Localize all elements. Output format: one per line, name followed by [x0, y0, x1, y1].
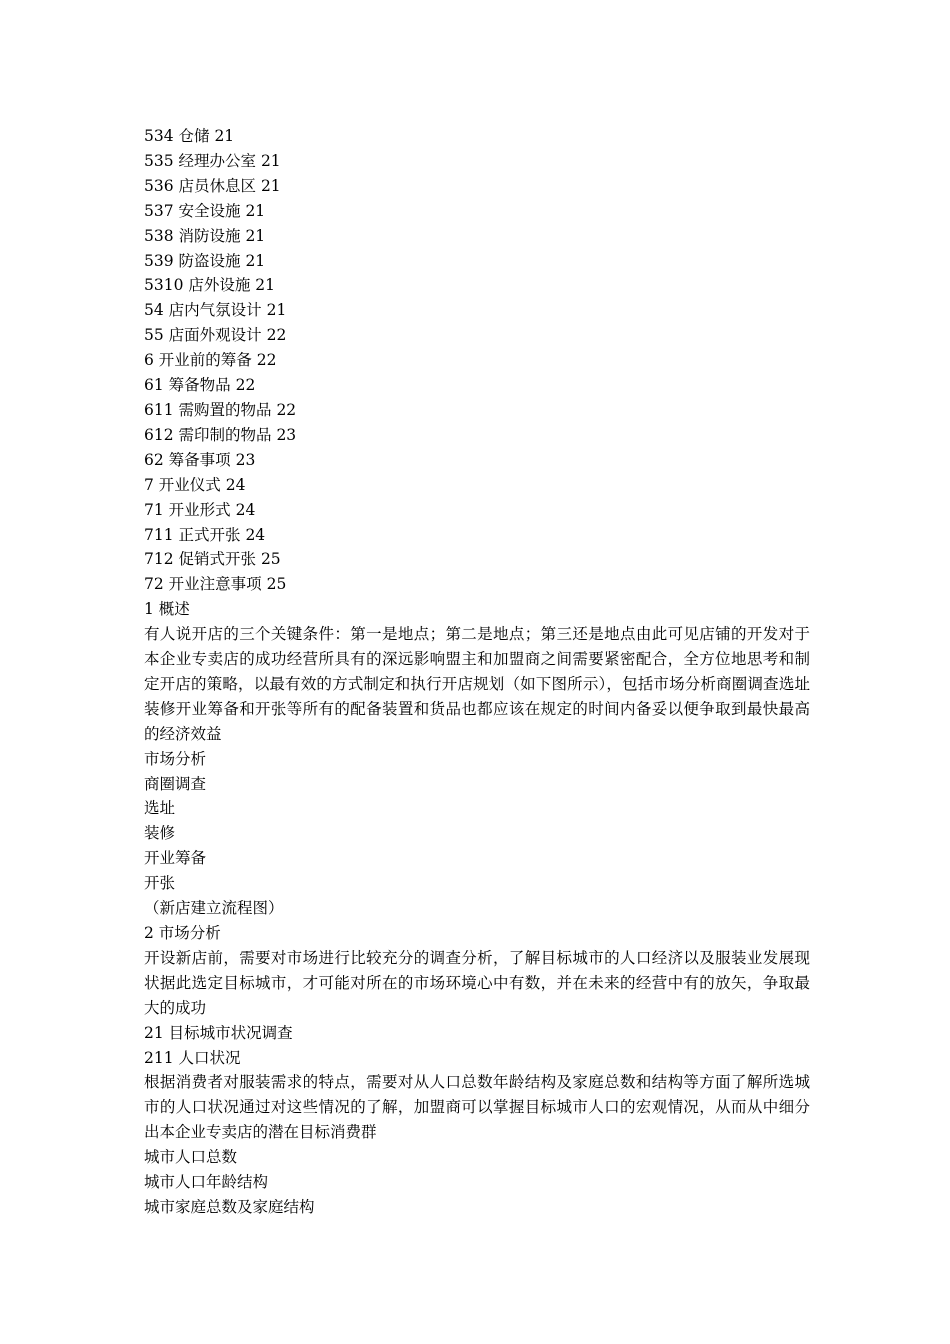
toc-entry: 61 筹备物品 22: [144, 376, 256, 395]
toc-entry: 711 正式开张 24: [144, 525, 266, 544]
population-item-list: [144, 1145, 810, 1220]
flow-caption: （新店建立流程图）: [144, 899, 284, 918]
toc-entry: 538 消防设施 21: [144, 226, 266, 245]
toc-entry: 611 需购置的物品 22: [144, 400, 297, 419]
toc-entry: 54 店内气氛设计 21: [144, 301, 287, 320]
toc-entry: 536 店员休息区 21: [144, 176, 281, 195]
subsection-heading: 21 目标城市状况调查: [144, 1023, 293, 1042]
toc-entry: 537 安全设施 21: [144, 201, 266, 220]
list-item: 城市家庭总数及家庭结构: [144, 1197, 315, 1216]
subsubsection-heading: 211 人口状况: [144, 1048, 241, 1067]
toc-entry: 539 防盗设施 21: [144, 251, 266, 270]
section-heading: 2 市场分析: [144, 924, 221, 942]
section-heading: 1 概述: [144, 600, 190, 619]
toc-entry: 6 开业前的筹备 22: [144, 351, 277, 370]
toc-entry: 712 促销式开张 25: [144, 550, 281, 569]
flow-step: 选址: [144, 799, 176, 818]
toc-entry: 72 开业注意事项 25: [144, 575, 287, 594]
toc-entry: 7 开业仪式 24: [144, 475, 246, 494]
table-of-contents: [144, 124, 810, 597]
toc-entry: 612 需印制的物品 23: [144, 425, 297, 444]
flow-step: 开张: [144, 874, 176, 893]
list-item: 城市人口总数: [144, 1148, 238, 1167]
document-body: [144, 124, 810, 1220]
flow-step: 装修: [144, 824, 176, 843]
flow-step-list: [144, 747, 810, 896]
subsection-paragraph: 根据消费者对服装需求的特点，需要对从人口总数年龄结构及家庭总数和结构等方面了解所选城市的人口状况通过对这些情况的了解，加盟商可以掌握目标城市人口的宏观情况，从而从中细分出本企业专卖店的潜在目标消费群: [144, 1073, 810, 1142]
list-item: 城市人口年龄结构: [144, 1173, 269, 1192]
toc-entry: 62 筹备事项 23: [144, 450, 256, 469]
section-paragraph: 有人说开店的三个关键条件：第一是地点；第二是地点；第三还是地点由此可见店铺的开发对于本企业专卖店的成功经营所具有的深远影响盟主和加盟商之间需要紧密配合，全方位地思考和制定开店的策略，以最有效的方式制定和执行开店规划（如下图所示），包括市场分析商圈调查选址装修开业筹备和开张等所有的配备装置和货品也都应该在规定的时间内备妥以便争取到最快最高的经济效益: [144, 625, 810, 743]
section-paragraph: 开设新店前，需要对市场进行比较充分的调查分析，了解目标城市的人口经济以及服装业发展现状据此选定目标城市，才可能对所在的市场环境心中有数，并在未来的经营中有的放矢，争取最大的成功: [144, 948, 810, 1017]
section-market-analysis: [144, 921, 810, 1220]
toc-entry: 55 店面外观设计 22: [144, 326, 287, 345]
toc-entry: 71 开业形式 24: [144, 500, 256, 519]
flow-step: 开业筹备: [144, 849, 207, 868]
toc-entry: 534 仓储 21: [144, 127, 235, 145]
toc-entry: 535 经理办公室 21: [144, 151, 281, 170]
section-overview: [144, 597, 810, 921]
toc-entry: 5310 店外设施 21: [144, 276, 276, 295]
flow-step: 市场分析: [144, 749, 207, 768]
flow-step: 商圈调查: [144, 774, 207, 793]
